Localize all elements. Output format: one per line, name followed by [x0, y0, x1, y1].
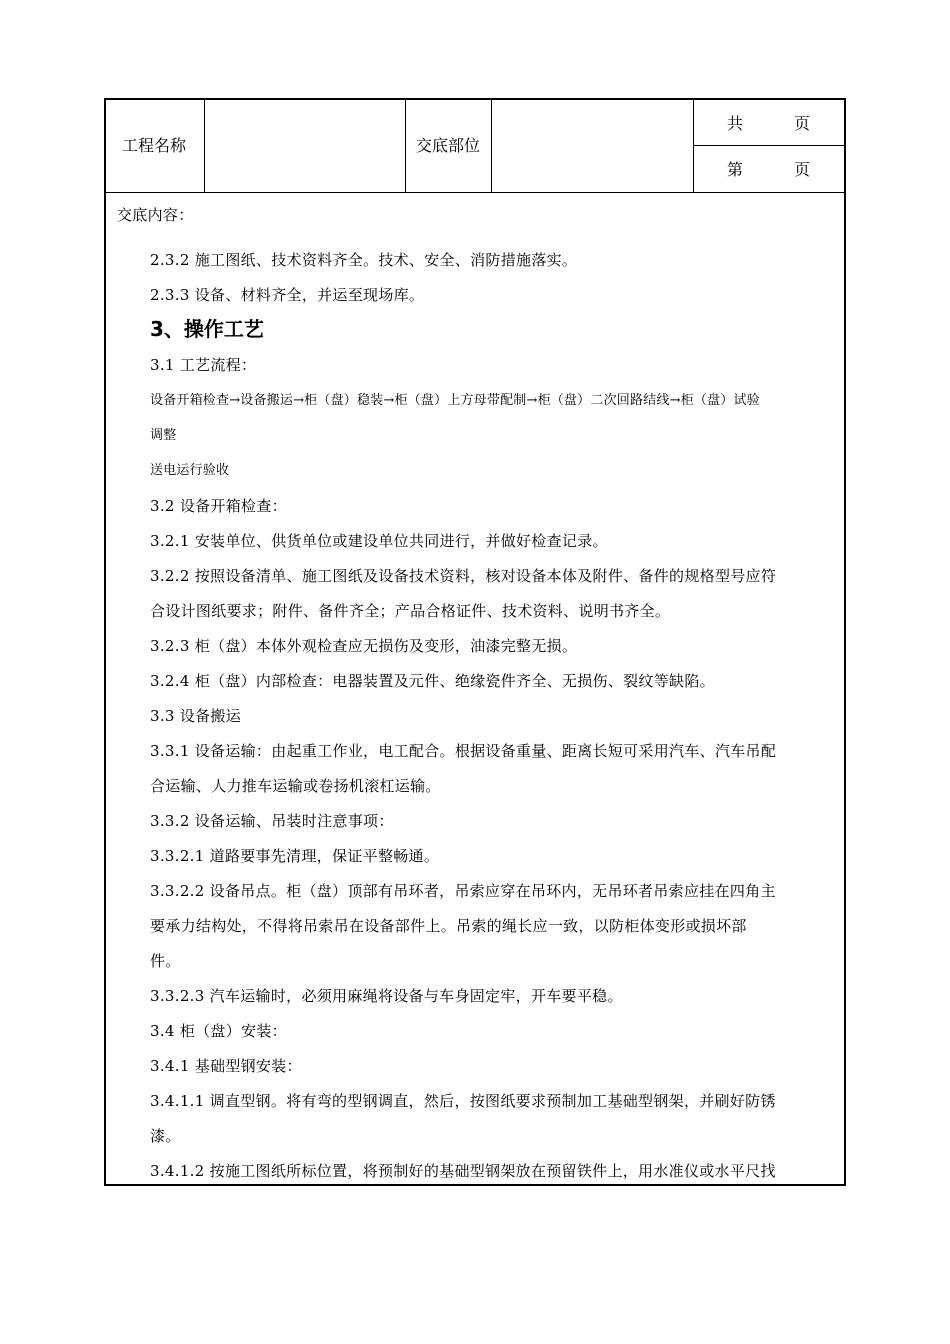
header-table [106, 100, 844, 193]
total-pages-unit: 页 [794, 114, 811, 133]
content-line: 3.3.1 设备运输：由起重工作业，电工配合。根据设备重量、距离长短可采用汽车、汽车吊配 [150, 742, 777, 760]
page-number-label: 第 [727, 160, 744, 179]
total-pages-label: 共 [727, 114, 744, 133]
content-line: 设备开箱检查→设备搬运→柜（盘）稳装→柜（盘）上方母带配制→柜（盘）二次回路结线→柜（盘）试验 [150, 393, 760, 408]
content-line: 2.3.2 施工图纸、技术资料齐全。技术、安全、消防措施落实。 [150, 251, 578, 269]
content-line: 合运输、人力推车运输或卷扬机滚杠运输。 [150, 777, 441, 795]
page-number-unit: 页 [794, 160, 811, 179]
content-line: 3.2 设备开箱检查： [150, 497, 287, 515]
project-name-label: 工程名称 [122, 136, 187, 155]
content-line: 件。 [150, 952, 181, 970]
content-line: 3.3.2.2 设备吊点。柜（盘）顶部有吊环者，吊索应穿在吊环内，无吊环者吊索应挂在四角主 [150, 882, 776, 900]
section-heading: 3、操作工艺 [150, 317, 264, 341]
divider [693, 100, 694, 192]
content-line: 2.3.3 设备、材料齐全，并运至现场库。 [150, 286, 425, 304]
content-line: 调整 [150, 428, 177, 443]
divider [491, 100, 492, 192]
divider [405, 100, 406, 192]
content-line: 3.2.1 安装单位、供货单位或建设单位共同进行，并做好检查记录。 [150, 532, 608, 550]
content-line: 3.2.2 按照设备清单、施工图纸及设备技术资料，核对设备本体及附件、备件的规格型号应符 [150, 567, 777, 585]
content-line: 3.3.2.3 汽车运输时，必须用麻绳将设备与车身固定牢，开车要平稳。 [150, 987, 623, 1005]
content-line: 3.3.2.1 道路要事先清理，保证平整畅通。 [150, 847, 440, 865]
disclosure-part-label: 交底部位 [416, 136, 481, 155]
divider [693, 145, 844, 146]
content-line: 3.3.2 设备运输、吊装时注意事项： [150, 812, 394, 830]
content-line: 3.2.3 柜（盘）本体外观检查应无损伤及变形，油漆完整无损。 [150, 637, 578, 655]
content-line: 3.2.4 柜（盘）内部检查：电器装置及元件、绝缘瓷件齐全、无损伤、裂纹等缺陷。 [150, 672, 715, 690]
content-line: 3.3 设备搬运 [150, 707, 242, 725]
content-label: 交底内容： [117, 206, 194, 224]
divider [204, 100, 205, 192]
content-line: 3.4 柜（盘）安装： [150, 1022, 287, 1040]
content-line: 合设计图纸要求；附件、备件齐全；产品合格证件、技术资料、说明书齐全。 [150, 602, 671, 620]
content-line: 3.4.1.2 按施工图纸所标位置，将预制好的基础型钢架放在预留铁件上，用水准仪或水平尺找 [150, 1162, 776, 1180]
content-line: 3.1 工艺流程： [150, 356, 257, 374]
content-line: 送电运行验收 [150, 463, 230, 478]
content-line: 3.4.1 基础型钢安装： [150, 1057, 302, 1075]
content-line: 3.4.1.1 调直型钢。将有弯的型钢调直，然后，按图纸要求预制加工基础型钢架，并刷好防锈 [150, 1092, 776, 1110]
content-line: 漆。 [150, 1127, 181, 1145]
content-line: 要承力结构处，不得将吊索吊在设备部件上。吊索的绳长应一致，以防柜体变形或损坏部 [150, 917, 747, 935]
